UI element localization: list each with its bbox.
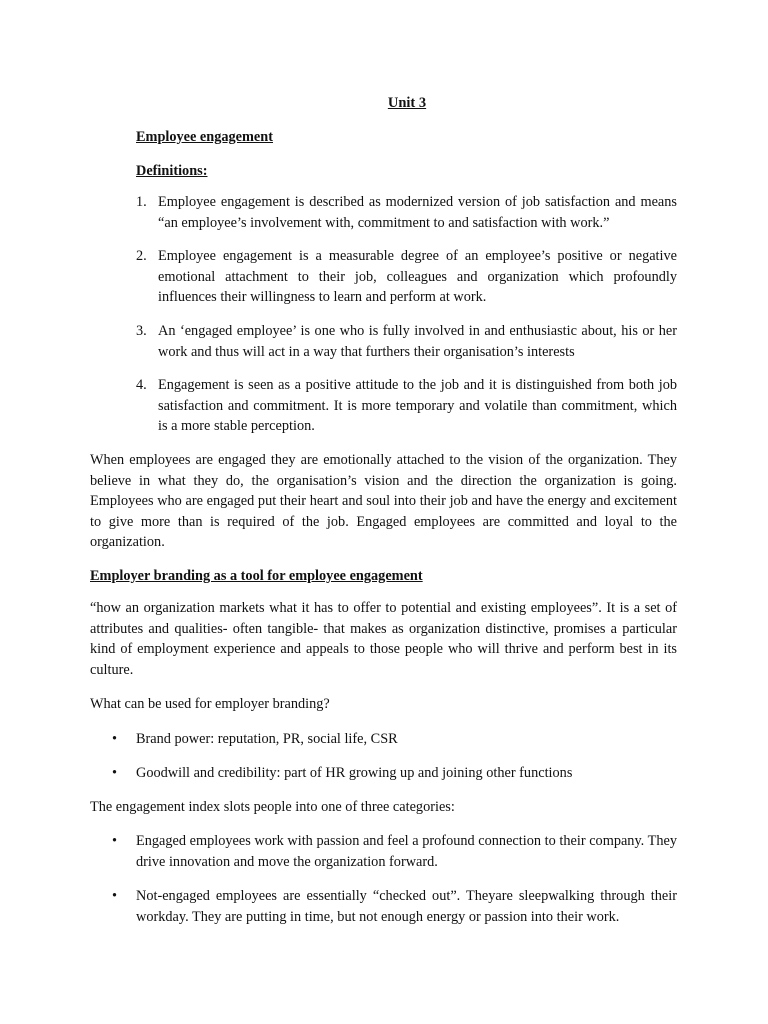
index-bullet bbox=[112, 831, 677, 872]
bullet-icon: • bbox=[112, 731, 118, 747]
unit-title: Unit 3 bbox=[387, 95, 427, 111]
definition-text: Employee engagement is described as modernized version of job satisfaction and means “an employee’s involvement with, commitment to and satisfaction with work.” bbox=[158, 194, 677, 231]
definition-number: 3. bbox=[136, 323, 147, 339]
bullet-text: Not-engaged employees are essentially “checked out”. Theyare sleepwalking through their workday. They are putting in time, but not enough energy or passion into their work. bbox=[136, 888, 677, 925]
bullet-icon: • bbox=[112, 833, 118, 849]
bullet-text: Brand power: reputation, PR, social life, CSR bbox=[136, 731, 398, 747]
section-title: Employee engagement bbox=[136, 129, 273, 145]
engaged-paragraph: When employees are engaged they are emotionally attached to the vision of the organization. They believe in what they do, the organisation’s vision and the direction the organization is going. Employees who are engaged put their heart and soul into their job and have the energy and excitement to give more than is required of the job. Engaged employees are committed and loyal to the organization. bbox=[90, 452, 677, 551]
branding-question: What can be used for employer branding? bbox=[90, 696, 330, 712]
index-intro: The engagement index slots people into one of three categories: bbox=[90, 799, 455, 815]
branding-bullet bbox=[112, 729, 677, 750]
definition-item bbox=[136, 375, 677, 437]
index-bullet bbox=[112, 886, 677, 927]
branding-bullet bbox=[112, 763, 677, 784]
definition-text: An ‘engaged employee’ is one who is fully involved in and enthusiastic about, his or her work and thus will act in a way that furthers their organisation’s interests bbox=[158, 323, 677, 360]
bullet-text: Engaged employees work with passion and feel a profound connection to their company. They drive innovation and move the organization forward. bbox=[136, 833, 677, 870]
branding-heading: Employer branding as a tool for employee engagement bbox=[90, 568, 423, 584]
definition-item bbox=[136, 246, 677, 308]
bullet-icon: • bbox=[112, 888, 118, 904]
definition-number: 4. bbox=[136, 377, 147, 393]
bullet-icon: • bbox=[112, 765, 118, 781]
bullet-text: Goodwill and credibility: part of HR growing up and joining other functions bbox=[136, 765, 573, 781]
definition-number: 1. bbox=[136, 194, 147, 210]
definition-text: Engagement is seen as a positive attitude to the job and it is distinguished from both job satisfaction and commitment. It is more temporary and volatile than commitment, which is a more stable perception. bbox=[158, 377, 677, 435]
definitions-heading: Definitions: bbox=[136, 163, 208, 179]
definition-number: 2. bbox=[136, 248, 147, 264]
definition-text: Employee engagement is a measurable degree of an employee’s positive or negative emotional attachment to their job, colleagues and organization which profoundly influences their willingness to learn and perform at work. bbox=[158, 248, 677, 306]
definition-item bbox=[136, 192, 677, 233]
definition-item bbox=[136, 321, 677, 362]
branding-paragraph: “how an organization markets what it has to offer to potential and existing employees”. It is a set of attributes and qualities- often tangible- that makes as organization distinctive, promises a particular kind of employment experience and appeals to those people who will thrive and perform best in its culture. bbox=[90, 600, 677, 678]
